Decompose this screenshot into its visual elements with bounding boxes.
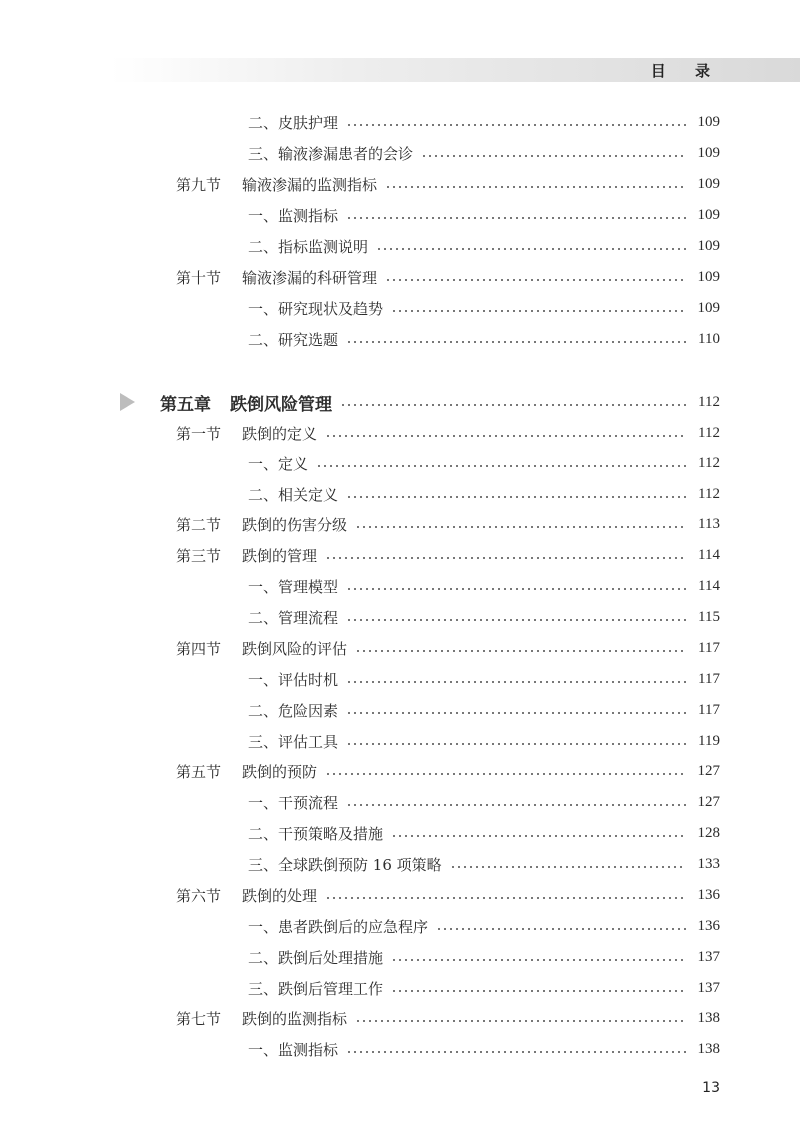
toc-entry-title: 跌倒的管理 bbox=[242, 546, 318, 565]
dot-leader bbox=[355, 526, 686, 528]
dot-leader bbox=[346, 743, 686, 745]
toc-section-entry[interactable] bbox=[0, 421, 800, 445]
dot-leader bbox=[346, 619, 686, 621]
toc-entry-page: 127 bbox=[697, 762, 720, 779]
toc-subsection-entry[interactable] bbox=[0, 141, 800, 165]
toc-entry-number: 第四节 bbox=[176, 639, 222, 658]
toc-section-entry[interactable] bbox=[0, 636, 800, 660]
toc-entry-title: 评估工具 bbox=[278, 732, 339, 751]
toc-entry-number: 第一节 bbox=[176, 424, 222, 443]
toc-entry-number: 第五节 bbox=[176, 762, 222, 781]
dot-leader bbox=[391, 990, 686, 992]
toc-entry-page: 119 bbox=[698, 732, 720, 749]
toc-entry-number: 一、 bbox=[248, 917, 279, 936]
toc-section-entry[interactable] bbox=[0, 883, 800, 907]
toc-entry-page: 138 bbox=[697, 1009, 720, 1026]
dot-leader bbox=[325, 897, 686, 899]
toc-section-entry[interactable] bbox=[0, 1006, 800, 1030]
dot-leader bbox=[346, 1051, 686, 1053]
toc-entry-page: 112 bbox=[698, 424, 720, 441]
toc-subsection-entry[interactable] bbox=[0, 976, 800, 1000]
dot-leader bbox=[436, 928, 686, 930]
toc-entry-page: 112 bbox=[698, 485, 720, 502]
toc-entry-page: 136 bbox=[697, 886, 720, 903]
dot-leader bbox=[325, 435, 686, 437]
toc-entry-number: 二、 bbox=[248, 608, 279, 627]
toc-entry-title: 跌倒风险的评估 bbox=[242, 639, 348, 658]
toc-entry-number: 三、 bbox=[248, 144, 279, 163]
toc-subsection-entry[interactable] bbox=[0, 1037, 800, 1061]
toc-entry-number: 第三节 bbox=[176, 546, 222, 565]
toc-entry-title: 跌倒后处理措施 bbox=[278, 948, 384, 967]
toc-entry-number: 第二节 bbox=[176, 515, 222, 534]
dot-leader bbox=[385, 186, 686, 188]
toc-entry-page: 115 bbox=[698, 608, 720, 625]
toc-entry-title: 危险因素 bbox=[278, 701, 339, 720]
running-header-title: 目 录 bbox=[650, 62, 722, 80]
dot-leader bbox=[346, 496, 686, 498]
dot-leader bbox=[346, 804, 686, 806]
toc-entry-page: 109 bbox=[697, 268, 720, 285]
toc-entry-page: 137 bbox=[697, 979, 720, 996]
dot-leader bbox=[346, 681, 686, 683]
toc-section-entry[interactable] bbox=[0, 265, 800, 289]
toc-entry-title: 全球跌倒预防 16 项策略 bbox=[278, 855, 442, 874]
dot-leader bbox=[355, 650, 686, 652]
toc-entry-number: 二、 bbox=[248, 330, 279, 349]
dot-leader bbox=[346, 124, 686, 126]
toc-entry-number: 第六节 bbox=[176, 886, 222, 905]
toc-entry-number: 一、 bbox=[248, 793, 279, 812]
toc-entry-number: 一、 bbox=[248, 206, 279, 225]
dot-leader bbox=[385, 279, 686, 281]
toc-entry-page: 109 bbox=[697, 175, 720, 192]
toc-section-entry[interactable] bbox=[0, 512, 800, 536]
toc-entry-title: 患者跌倒后的应急程序 bbox=[278, 917, 429, 936]
dot-leader bbox=[391, 835, 686, 837]
toc-subsection-entry[interactable] bbox=[0, 574, 800, 598]
toc-entry-page: 136 bbox=[697, 917, 720, 934]
dot-leader bbox=[450, 866, 686, 868]
toc-entry-page: 137 bbox=[697, 948, 720, 965]
toc-subsection-entry[interactable] bbox=[0, 945, 800, 969]
dot-leader bbox=[391, 310, 686, 312]
toc-entry-title: 干预流程 bbox=[278, 793, 339, 812]
toc-entry-title: 跌倒风险管理 bbox=[230, 394, 332, 415]
toc-entry-title: 跌倒后管理工作 bbox=[278, 979, 384, 998]
toc-entry-title: 跌倒的定义 bbox=[242, 424, 318, 443]
toc-entry-page: 114 bbox=[698, 577, 720, 594]
toc-entry-title: 管理流程 bbox=[278, 608, 339, 627]
toc-entry-title: 管理模型 bbox=[278, 577, 339, 596]
toc-entry-number: 二、 bbox=[248, 824, 279, 843]
dot-leader bbox=[325, 557, 686, 559]
toc-entry-number: 三、 bbox=[248, 732, 279, 751]
dot-leader bbox=[355, 1020, 686, 1022]
dot-leader bbox=[346, 712, 686, 714]
dot-leader bbox=[325, 773, 686, 775]
toc-entry-number: 三、 bbox=[248, 979, 279, 998]
toc-subsection-entry[interactable] bbox=[0, 327, 800, 351]
toc-entry-title: 定义 bbox=[278, 454, 309, 473]
toc-entry-number: 第七节 bbox=[176, 1009, 222, 1028]
toc-subsection-entry[interactable] bbox=[0, 852, 800, 876]
dot-leader bbox=[391, 959, 686, 961]
toc-subsection-entry[interactable] bbox=[0, 790, 800, 814]
toc-entry-title: 皮肤护理 bbox=[278, 113, 339, 132]
toc-subsection-entry[interactable] bbox=[0, 296, 800, 320]
toc-entry-title: 干预策略及措施 bbox=[278, 824, 384, 843]
dot-leader bbox=[346, 341, 686, 343]
toc-subsection-entry[interactable] bbox=[0, 667, 800, 691]
toc-entry-title: 评估时机 bbox=[278, 670, 339, 689]
toc-entry-number: 一、 bbox=[248, 299, 279, 318]
page-number: 13 bbox=[702, 1080, 720, 1096]
toc-entry-title: 输液渗漏的监测指标 bbox=[242, 175, 378, 194]
toc-entry-number: 第十节 bbox=[176, 268, 222, 287]
toc-entry-number: 第五章 bbox=[160, 394, 211, 415]
toc-entry-page: 112 bbox=[698, 393, 720, 410]
toc-subsection-entry[interactable] bbox=[0, 203, 800, 227]
toc-subsection-entry[interactable] bbox=[0, 729, 800, 753]
toc-chapter-entry[interactable] bbox=[0, 390, 800, 414]
dot-leader bbox=[376, 248, 686, 250]
toc-entry-title: 跌倒的处理 bbox=[242, 886, 318, 905]
toc-entry-page: 138 bbox=[697, 1040, 720, 1057]
toc-entry-number: 二、 bbox=[248, 237, 279, 256]
toc-entry-page: 133 bbox=[697, 855, 720, 872]
chapter-arrow-icon bbox=[120, 393, 135, 411]
toc-entry-page: 110 bbox=[698, 330, 720, 347]
toc-entry-title: 指标监测说明 bbox=[278, 237, 369, 256]
toc-entry-page: 109 bbox=[697, 237, 720, 254]
toc-entry-number: 二、 bbox=[248, 113, 279, 132]
toc-entry-page: 113 bbox=[698, 515, 720, 532]
dot-leader bbox=[340, 404, 686, 406]
toc-entry-page: 127 bbox=[697, 793, 720, 810]
toc-subsection-entry[interactable] bbox=[0, 234, 800, 258]
toc-entry-number: 一、 bbox=[248, 670, 279, 689]
toc-subsection-entry[interactable] bbox=[0, 482, 800, 506]
toc-section-entry[interactable] bbox=[0, 759, 800, 783]
dot-leader bbox=[346, 217, 686, 219]
toc-subsection-entry[interactable] bbox=[0, 605, 800, 629]
toc-entry-title: 输液渗漏患者的会诊 bbox=[278, 144, 414, 163]
toc-entry-title: 跌倒的预防 bbox=[242, 762, 318, 781]
toc-entry-page: 117 bbox=[698, 701, 720, 718]
toc-subsection-entry[interactable] bbox=[0, 451, 800, 475]
toc-entry-number: 二、 bbox=[248, 701, 279, 720]
toc-entry-number: 二、 bbox=[248, 485, 279, 504]
dot-leader bbox=[346, 588, 686, 590]
toc-entry-title: 输液渗漏的科研管理 bbox=[242, 268, 378, 287]
toc-entry-page: 109 bbox=[697, 299, 720, 316]
toc-entry-number: 三、 bbox=[248, 855, 279, 874]
dot-leader bbox=[421, 155, 686, 157]
toc-entry-title: 监测指标 bbox=[278, 1040, 339, 1059]
toc-entry-number: 二、 bbox=[248, 948, 279, 967]
dot-leader bbox=[316, 465, 686, 467]
toc-entry-page: 128 bbox=[697, 824, 720, 841]
toc-entry-number: 一、 bbox=[248, 1040, 279, 1059]
toc-subsection-entry[interactable] bbox=[0, 110, 800, 134]
toc-section-entry[interactable] bbox=[0, 543, 800, 567]
toc-entry-number: 一、 bbox=[248, 577, 279, 596]
toc-entry-page: 117 bbox=[698, 639, 720, 656]
toc-entry-title: 相关定义 bbox=[278, 485, 339, 504]
toc-entry-title: 监测指标 bbox=[278, 206, 339, 225]
toc-subsection-entry[interactable] bbox=[0, 914, 800, 938]
toc-entry-page: 109 bbox=[697, 206, 720, 223]
toc-entry-page: 109 bbox=[697, 113, 720, 130]
toc-entry-title: 研究现状及趋势 bbox=[278, 299, 384, 318]
toc-subsection-entry[interactable] bbox=[0, 698, 800, 722]
toc-entry-page: 114 bbox=[698, 546, 720, 563]
toc-subsection-entry[interactable] bbox=[0, 821, 800, 845]
toc-entry-title: 跌倒的监测指标 bbox=[242, 1009, 348, 1028]
toc-entry-number: 第九节 bbox=[176, 175, 222, 194]
toc-entry-page: 112 bbox=[698, 454, 720, 471]
toc-entry-number: 一、 bbox=[248, 454, 279, 473]
toc-entry-page: 109 bbox=[697, 144, 720, 161]
toc-entry-page: 117 bbox=[698, 670, 720, 687]
toc-section-entry[interactable] bbox=[0, 172, 800, 196]
toc-entry-title: 研究选题 bbox=[278, 330, 339, 349]
toc-entry-title: 跌倒的伤害分级 bbox=[242, 515, 348, 534]
